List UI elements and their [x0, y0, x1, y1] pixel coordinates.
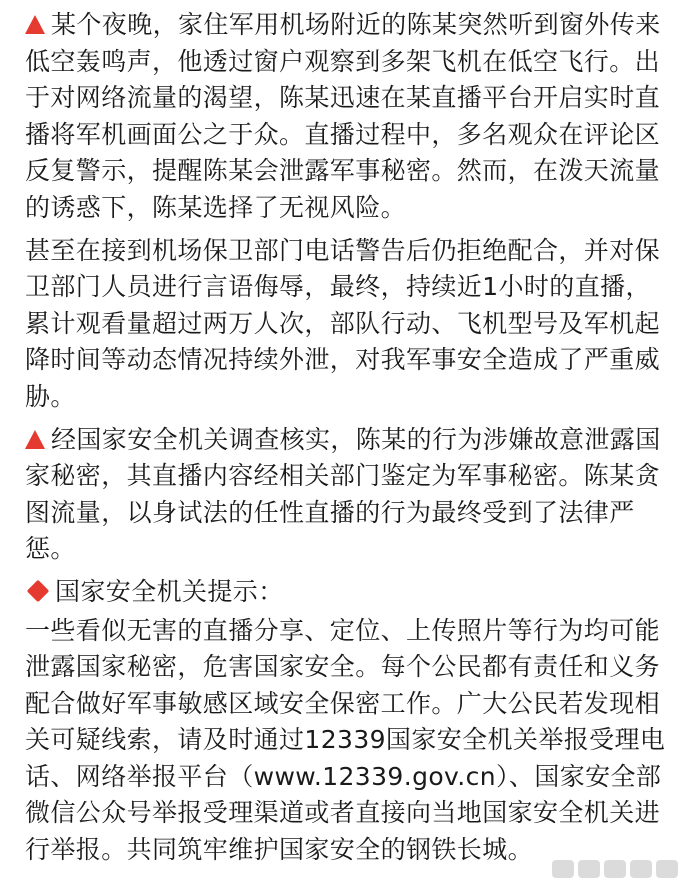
- watermark-block: [578, 860, 600, 878]
- watermark-block: [552, 860, 574, 878]
- paragraph-consequence-text: 甚至在接到机场保卫部门电话警告后仍拒绝配合，并对保卫部门人员进行言语侮辱，最终，持续近1小时的直播，累计观看量超过两万人次，部队行动、飞机型号及军机起降时间等动态情况持续外泄，对我军事安全造成了严重威胁。: [25, 235, 661, 411]
- watermark-logo: [518, 856, 678, 882]
- watermark-block: [630, 860, 652, 878]
- tip-heading: [25, 574, 668, 611]
- red-triangle-icon: [25, 15, 45, 34]
- paragraph-advice: [25, 613, 668, 869]
- paragraph-advice-text: 一些看似无害的直播分享、定位、上传照片等行为均可能泄露国家秘密，危害国家安全。每个公民都有责任和义务配合做好军事敏感区域安全保密工作。广大公民若发现相关可疑线索，请及时通过12339国家安全机关举报受理电话、网络举报平台（www.12339.gov.cn）、国家安全部微信公众号举报受理渠道或者直接向当地国家安全机关进行举报。共同筑牢维护国家安全的钢铁长城。: [25, 615, 666, 865]
- watermark-block: [656, 860, 678, 878]
- paragraph-investigation: [25, 422, 668, 568]
- paragraph-investigation-text: 经国家安全机关调查核实，陈某的行为涉嫌故意泄露国家秘密，其直播内容经相关部门鉴定为军事秘密。陈某贪图流量，以身试法的任性直播的行为最终受到了法律严惩。: [25, 424, 661, 564]
- red-triangle-icon: [25, 430, 45, 449]
- red-diamond-icon: [27, 580, 50, 603]
- paragraph-incident: [25, 7, 668, 227]
- tip-heading-text: 国家安全机关提示：: [55, 576, 284, 606]
- paragraph-consequence: [25, 233, 668, 416]
- paragraph-incident-text: 某个夜晚，家住军用机场附近的陈某突然听到窗外传来低空轰鸣声，他透过窗户观察到多架飞机在低空飞行。出于对网络流量的渴望，陈某迅速在某直播平台开启实时直播将军机画面公之于众。直播过程中，多名观众在评论区反复警示，提醒陈某会泄露军事秘密。然而，在泼天流量的诱惑下，陈某选择了无视风险。: [25, 10, 661, 222]
- watermark-block: [604, 860, 626, 878]
